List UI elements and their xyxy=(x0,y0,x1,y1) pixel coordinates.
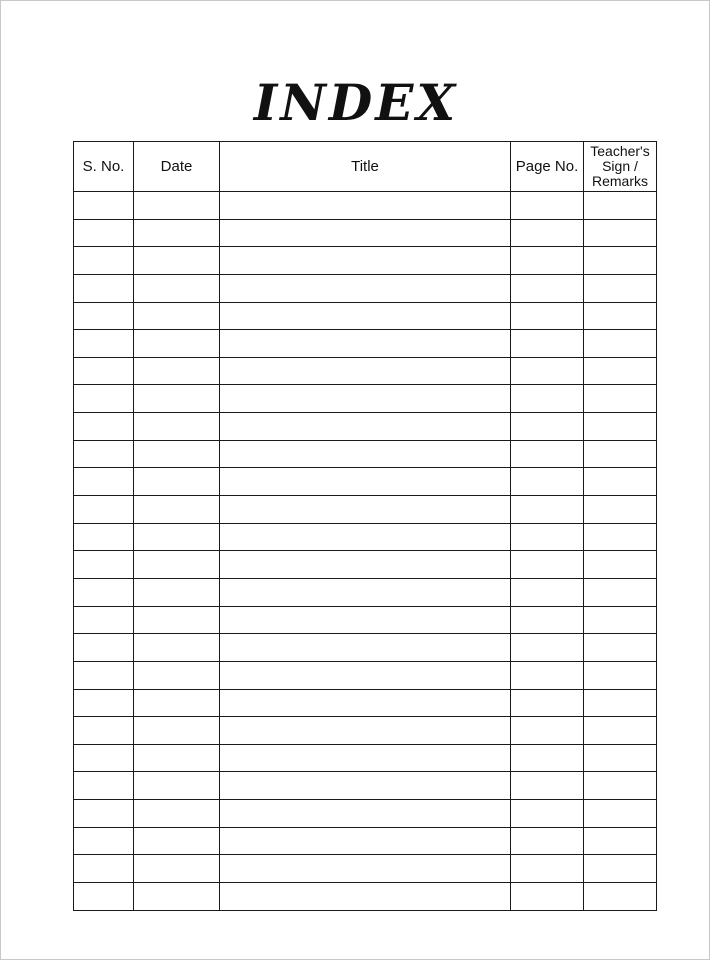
column-header-page: Page No. xyxy=(511,142,584,192)
table-row xyxy=(74,578,657,606)
remarks-cell[interactable] xyxy=(584,468,657,496)
page-cell[interactable] xyxy=(511,883,584,911)
title-cell[interactable] xyxy=(220,468,511,496)
date-cell[interactable] xyxy=(134,523,220,551)
title-cell[interactable] xyxy=(220,661,511,689)
title-cell[interactable] xyxy=(220,827,511,855)
date-cell[interactable] xyxy=(134,330,220,358)
serial-cell[interactable] xyxy=(74,717,134,745)
table-row xyxy=(74,192,657,220)
serial-cell[interactable] xyxy=(74,827,134,855)
date-cell[interactable] xyxy=(134,827,220,855)
page-cell[interactable] xyxy=(511,744,584,772)
serial-cell[interactable] xyxy=(74,192,134,220)
serial-cell[interactable] xyxy=(74,302,134,330)
remarks-cell[interactable] xyxy=(584,413,657,441)
remarks-cell[interactable] xyxy=(584,496,657,524)
serial-cell[interactable] xyxy=(74,496,134,524)
page-cell[interactable] xyxy=(511,247,584,275)
remarks-cell[interactable] xyxy=(584,606,657,634)
serial-cell[interactable] xyxy=(74,523,134,551)
date-cell[interactable] xyxy=(134,606,220,634)
serial-cell[interactable] xyxy=(74,330,134,358)
table-row xyxy=(74,717,657,745)
page-cell[interactable] xyxy=(511,385,584,413)
remarks-cell[interactable] xyxy=(584,717,657,745)
date-cell[interactable] xyxy=(134,855,220,883)
table-row xyxy=(74,883,657,911)
remarks-cell[interactable] xyxy=(584,219,657,247)
date-cell[interactable] xyxy=(134,302,220,330)
table-row xyxy=(74,689,657,717)
table-row xyxy=(74,661,657,689)
title-cell[interactable] xyxy=(220,717,511,745)
column-header-date: Date xyxy=(134,142,220,192)
remarks-cell[interactable] xyxy=(584,800,657,828)
date-cell[interactable] xyxy=(134,717,220,745)
page-cell[interactable] xyxy=(511,219,584,247)
table-row xyxy=(74,827,657,855)
date-cell[interactable] xyxy=(134,357,220,385)
page-cell[interactable] xyxy=(511,468,584,496)
date-cell[interactable] xyxy=(134,883,220,911)
date-cell[interactable] xyxy=(134,689,220,717)
date-cell[interactable] xyxy=(134,440,220,468)
remarks-cell[interactable] xyxy=(584,855,657,883)
page-title: INDEX xyxy=(253,73,459,132)
title-cell[interactable] xyxy=(220,496,511,524)
remarks-cell[interactable] xyxy=(584,883,657,911)
date-cell[interactable] xyxy=(134,274,220,302)
title-cell[interactable] xyxy=(220,744,511,772)
table-row xyxy=(74,302,657,330)
table-row xyxy=(74,772,657,800)
remarks-cell[interactable] xyxy=(584,772,657,800)
title-cell[interactable] xyxy=(220,634,511,662)
title-cell[interactable] xyxy=(220,523,511,551)
column-header-serial: S. No. xyxy=(74,142,134,192)
date-cell[interactable] xyxy=(134,744,220,772)
date-cell[interactable] xyxy=(134,772,220,800)
title-cell[interactable] xyxy=(220,855,511,883)
date-cell[interactable] xyxy=(134,192,220,220)
serial-cell[interactable] xyxy=(74,661,134,689)
serial-cell[interactable] xyxy=(74,855,134,883)
remarks-cell[interactable] xyxy=(584,274,657,302)
date-cell[interactable] xyxy=(134,551,220,579)
serial-cell[interactable] xyxy=(74,413,134,441)
serial-cell[interactable] xyxy=(74,247,134,275)
remarks-cell[interactable] xyxy=(584,634,657,662)
title-cell[interactable] xyxy=(220,578,511,606)
remarks-cell[interactable] xyxy=(584,330,657,358)
date-cell[interactable] xyxy=(134,247,220,275)
remarks-cell[interactable] xyxy=(584,192,657,220)
table-row xyxy=(74,744,657,772)
page-cell[interactable] xyxy=(511,772,584,800)
remarks-cell[interactable] xyxy=(584,357,657,385)
title-cell[interactable] xyxy=(220,385,511,413)
serial-cell[interactable] xyxy=(74,578,134,606)
serial-cell[interactable] xyxy=(74,219,134,247)
title-cell[interactable] xyxy=(220,247,511,275)
table-row xyxy=(74,357,657,385)
date-cell[interactable] xyxy=(134,496,220,524)
serial-cell[interactable] xyxy=(74,468,134,496)
serial-cell[interactable] xyxy=(74,385,134,413)
page-cell[interactable] xyxy=(511,496,584,524)
table-body xyxy=(74,192,657,911)
table-row xyxy=(74,468,657,496)
remarks-header-line3: Remarks xyxy=(591,173,648,189)
page-cell[interactable] xyxy=(511,606,584,634)
remarks-cell[interactable] xyxy=(584,385,657,413)
table-row xyxy=(74,330,657,358)
table-row xyxy=(74,440,657,468)
page-cell[interactable] xyxy=(511,800,584,828)
table-row xyxy=(74,219,657,247)
serial-cell[interactable] xyxy=(74,744,134,772)
table-row xyxy=(74,413,657,441)
table-row xyxy=(74,274,657,302)
page-cell[interactable] xyxy=(511,634,584,662)
title-cell[interactable] xyxy=(220,551,511,579)
table-row xyxy=(74,496,657,524)
title-cell[interactable] xyxy=(220,192,511,220)
remarks-cell[interactable] xyxy=(584,578,657,606)
table-row xyxy=(74,855,657,883)
date-cell[interactable] xyxy=(134,385,220,413)
serial-cell[interactable] xyxy=(74,772,134,800)
remarks-cell[interactable] xyxy=(584,827,657,855)
title-cell[interactable] xyxy=(220,440,511,468)
page-cell[interactable] xyxy=(511,330,584,358)
title-cell[interactable] xyxy=(220,274,511,302)
page-cell[interactable] xyxy=(511,274,584,302)
serial-cell[interactable] xyxy=(74,440,134,468)
date-cell[interactable] xyxy=(134,661,220,689)
serial-cell[interactable] xyxy=(74,357,134,385)
table-row xyxy=(74,551,657,579)
remarks-header-line2: Sign / xyxy=(602,158,638,174)
page-cell[interactable] xyxy=(511,192,584,220)
date-cell[interactable] xyxy=(134,800,220,828)
serial-cell[interactable] xyxy=(74,274,134,302)
serial-cell[interactable] xyxy=(74,800,134,828)
page-cell[interactable] xyxy=(511,413,584,441)
page-cell[interactable] xyxy=(511,717,584,745)
page-cell[interactable] xyxy=(511,440,584,468)
table-row xyxy=(74,800,657,828)
date-cell[interactable] xyxy=(134,468,220,496)
remarks-header-line1: Teacher's xyxy=(590,143,650,159)
remarks-cell[interactable] xyxy=(584,247,657,275)
date-cell[interactable] xyxy=(134,219,220,247)
title-cell[interactable] xyxy=(220,219,511,247)
date-cell[interactable] xyxy=(134,578,220,606)
serial-cell[interactable] xyxy=(74,634,134,662)
page-cell[interactable] xyxy=(511,689,584,717)
serial-cell[interactable] xyxy=(74,606,134,634)
serial-cell[interactable] xyxy=(74,689,134,717)
date-cell[interactable] xyxy=(134,413,220,441)
remarks-cell[interactable] xyxy=(584,523,657,551)
title-cell[interactable] xyxy=(220,413,511,441)
serial-cell[interactable] xyxy=(74,551,134,579)
remarks-cell[interactable] xyxy=(584,551,657,579)
remarks-cell[interactable] xyxy=(584,689,657,717)
title-cell[interactable] xyxy=(220,330,511,358)
title-cell[interactable] xyxy=(220,357,511,385)
column-header-remarks xyxy=(584,142,657,192)
page-cell[interactable] xyxy=(511,661,584,689)
remarks-cell[interactable] xyxy=(584,440,657,468)
table-row xyxy=(74,385,657,413)
title-cell[interactable] xyxy=(220,800,511,828)
column-header-title: Title xyxy=(220,142,511,192)
table-row xyxy=(74,606,657,634)
page-cell[interactable] xyxy=(511,578,584,606)
index-table xyxy=(73,141,657,911)
title-cell[interactable] xyxy=(220,883,511,911)
page-cell[interactable] xyxy=(511,523,584,551)
table-row xyxy=(74,247,657,275)
remarks-cell[interactable] xyxy=(584,744,657,772)
title-cell[interactable] xyxy=(220,302,511,330)
page-cell[interactable] xyxy=(511,357,584,385)
table-row xyxy=(74,523,657,551)
serial-cell[interactable] xyxy=(74,883,134,911)
title-cell[interactable] xyxy=(220,772,511,800)
page-cell[interactable] xyxy=(511,827,584,855)
table-row xyxy=(74,634,657,662)
page-cell[interactable] xyxy=(511,855,584,883)
remarks-cell[interactable] xyxy=(584,302,657,330)
remarks-cell[interactable] xyxy=(584,661,657,689)
date-cell[interactable] xyxy=(134,634,220,662)
title-cell[interactable] xyxy=(220,689,511,717)
page-cell[interactable] xyxy=(511,551,584,579)
page-cell[interactable] xyxy=(511,302,584,330)
header-row xyxy=(74,142,657,192)
title-cell[interactable] xyxy=(220,606,511,634)
